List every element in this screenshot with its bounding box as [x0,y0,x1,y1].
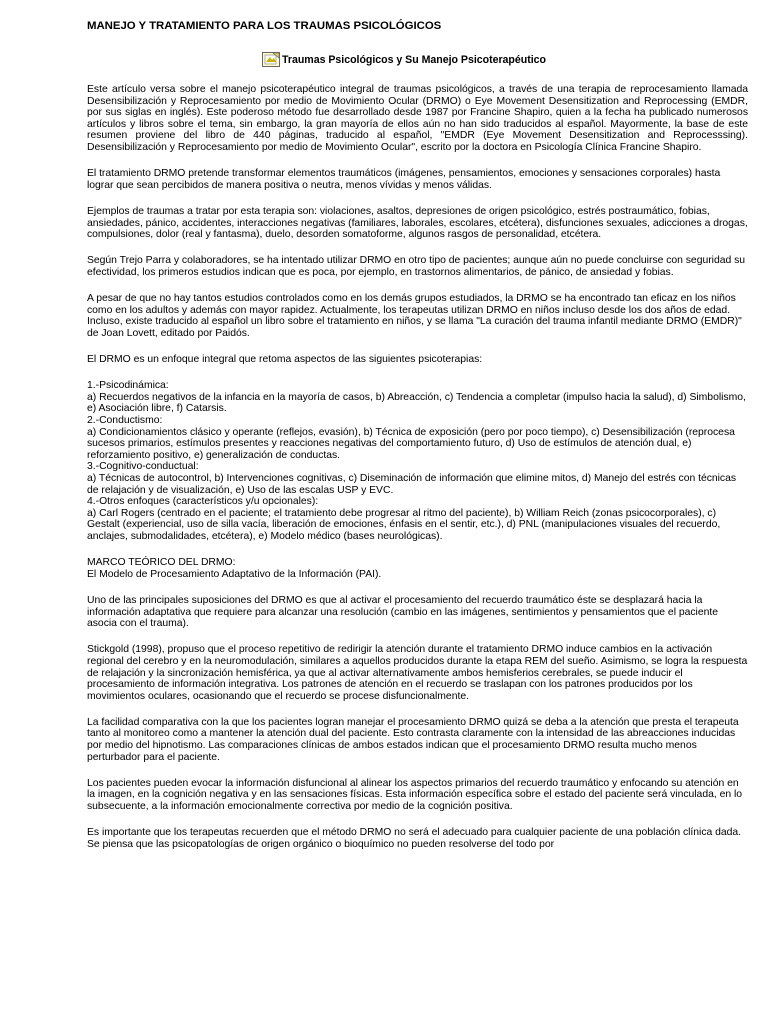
list-item: a) Técnicas de autocontrol, b) Intervenciones cognitivas, c) Diseminación de información que elimine mitos, d) Manejo del estrés con técnicas de relajación y de visualización, e) Uso de las escalas USP y EVC. [87,473,737,496]
section-heading: MARCO TEÓRICO DEL DRMO: [87,557,236,569]
list-heading: 4.-Otros enfoques (característicos y/u opcionales): [87,496,319,508]
paragraph: A pesar de que no hay tantos estudios controlados como en los demás grupos estudiados, la DRMO se ha encontrado tan eficaz en los niños como en los adultos y además con mayor rapidez. Actualmente, los terapeutas utilizan DRMO en niños incluso desde los dos años de edad. Incluso, existe traducido al español un libro sobre el tratamiento en niños, y se llama "La curación del trauma infantil mediante DRMO (EMDR)" de Joan Lovett, editado por Paidós. [87,293,742,339]
document-subtitle [262,52,546,67]
note-icon [262,52,280,67]
list-heading: 2.-Conductismo: [87,415,163,427]
therapies-list [87,380,748,542]
paragraph: Es importante que los terapeutas recuerden que el método DRMO no será el adecuado para cualquier paciente de una población clínica dada. Se piensa que las psicopatologías de origen orgánico o bioquímico no pueden resolverse del todo por [87,827,742,850]
list-heading: 1.-Psicodinámica: [87,380,169,392]
list-item: a) Recuerdos negativos de la infancia en la mayoría de casos, b) Abreacción, c) Tendencia a completar (impulso hacia la salud), d) Simbolismo, e) Asociación libre, f) Catarsis. [87,391,746,415]
intro-paragraph: Este artículo versa sobre el manejo psicoterapéutico integral de traumas psicológicos, a través de una terapia de reprocesamiento llamada Desensibilización y Reprocesamiento por medio de Movimiento Ocular (DRMO) o Eye Movement Desensitization and Reprocessing (EMDR, por sus siglas en inglés). Este poderoso método fue desarrollado desde 1987 por Francine Shapiro, quien a la fecha ha publicado numerosos artículos y libros sobre el tema, sin embargo, la gran mayoría de ellos aún no han sido traducidos al español. Mayormente, la base de este resumen proviene del libro de 440 páginas, traducido al español, "EMDR (Eye Movement Desensitization and Reprocesssing). Desensibilización y Reprocesamiento por medio de Movimiento Ocular", escrito por la doctora en Psicología Clínica Francine Shapiro. [87,84,748,153]
section-subheading: El Modelo de Procesamiento Adaptativo de la Información (PAI). [87,568,382,580]
list-item: a) Condicionamientos clásico y operante (reflejos, evasión), b) Técnica de exposición (pero por poco tiempo), c) Desensibilización (reprocesa sucesos primarios, estímulos presentes y reacciones negativas del comportamiento futuro, d) Uso de estímulos de atención dual, e) reforzamiento positivo, e) generalización de conductas. [87,426,735,461]
paragraph: La facilidad comparativa con la que los pacientes logran manejar el procesamiento DRMO quizá se deba a la atención que presta el terapeuta tanto al monitoreo como a mantener la atención dual del paciente. Esto contrasta claramente con la intensidad de las abreacciones inducidas por medio del hipnotismo. Las comparaciones clínicas de ambos estados indican que el procesamiento DRMO resulta mucho menos perturbador para el paciente. [87,716,739,763]
paragraph: El tratamiento DRMO pretende transformar elementos traumáticos (imágenes, pensamientos, emociones y sensaciones corporales) hasta lograr que sean percibidos de manera positiva o neutra, menos vívidas y menos válidas. [87,168,721,191]
document-body [87,84,748,865]
theoretical-framework [87,557,748,580]
paragraph: Ejemplos de traumas a tratar por esta terapia son: violaciones, asaltos, depresiones de origen psicológico, estrés postraumático, fobias, ansiedades, pánico, accidentes, interacciones negativas (familiares, laborales, escolares, etcétera), disfunciones sexuales, adicciones a drogas, compulsiones, dolor (real y fantasma), duelo, desorden somatoforme, algunos rasgos de personalidad, etcétera. [87,205,748,241]
paragraph: Los pacientes pueden evocar la información disfuncional al alinear los aspectos primarios del recuerdo traumático y enfocando su atención en la imagen, en la cognición negativa y en las sensaciones físicas. Esta información específica sobre el estado del paciente será vinculada, en lo subsecuente, a la información emocionalmente correctiva por medio de la cognición positiva. [87,777,743,813]
paragraph: Stickgold (1998), propuso que el proceso repetitivo de redirigir la atención durante el tratamiento DRMO induce cambios en la activación regional del cerebro y en la neuromodulación, similares a aquellos producidos durante la etapa REM del sueño. Asimismo, se logra la respuesta de relajación y la sincronización hemisférica, ya que al activar alternativamente ambos hemisferios cerebrales, se puede inducir el procesamiento de información integrativa. Los patrones de atención en el recuerdo se traslapan con los patrones producidos por los movimientos oculares, ocasionando que el recuerdo se procese disfuncionalmente. [87,644,748,702]
list-heading: 3.-Cognitivo-conductual: [87,461,199,473]
list-item: a) Carl Rogers (centrado en el paciente; el tratamiento debe progresar al ritmo del paciente), b) William Reich (zonas psicocorporales), c) Gestalt (experiencial, uso de silla vacía, liberación de emociones, énfasis en el sentir, etc.), d) PNL (manipulaciones visuales del recuerdo, anclajes, submodalidades, etcétera), e) Modelo médico (bases neurológicas). [87,507,721,542]
document-title: MANEJO Y TRATAMIENTO PARA LOS TRAUMAS PSICOLÓGICOS [87,20,442,32]
subtitle-text: Traumas Psicológicos y Su Manejo Psicoterapéutico [282,53,546,66]
paragraph: Según Trejo Parra y colaboradores, se ha intentado utilizar DRMO en otro tipo de pacientes; aunque aún no puede concluirse con seguridad su efectividad, los primeros estudios indican que es poca, por ejemplo, en trastornos alimentarios, de pánico, de ansiedad y fobias. [87,255,746,278]
paragraph: Uno de las principales suposiciones del DRMO es que al activar el procesamiento del recuerdo traumático éste se desplazará hacia la información adaptativa que requiere para alcanzar una resolución (cambio en las imágenes, sentimientos y pensamientos que el paciente asocia con el trauma). [87,594,718,630]
paragraph: El DRMO es un enfoque integral que retoma aspectos de las siguientes psicoterapias: [87,354,483,366]
